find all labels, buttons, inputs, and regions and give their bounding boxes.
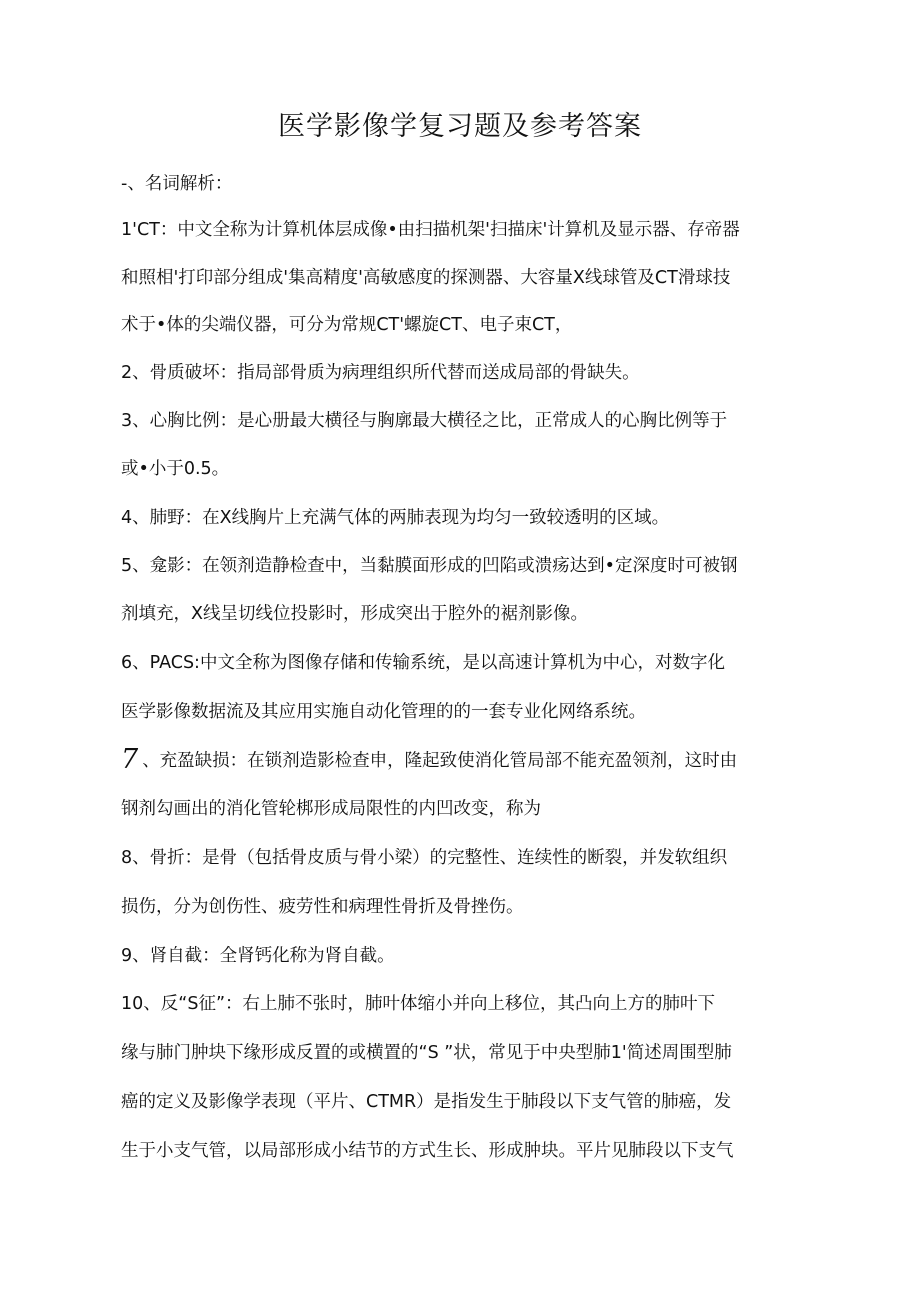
text-line: 术于•体的尖端仪器，可分为常规CT'螺旋CT、电子束CT， bbox=[121, 315, 573, 335]
text-line: 10、反“S征”：右上肺不张时，肺叶体缩小并向上移位，其凸向上方的肺叶下 bbox=[121, 994, 716, 1014]
text-line: 剂填充，X线呈切线位投影时，形成突出于腔外的裾剂影像。 bbox=[121, 604, 588, 624]
text-line: 1'CT：中文全称为计算机体层成像•由扫描机架'扫描床'计算机及显示器、存帝器 bbox=[121, 220, 740, 240]
text-line-item-7 bbox=[121, 744, 738, 775]
text-line: 和照相'打印部分组成'集高精度'高敏感度的探测器、大容量X线球管及CT滑球技 bbox=[121, 268, 731, 288]
text-line: 2、骨质破坏：指局部骨质为病理组织所代替而送成局部的骨缺失。 bbox=[121, 363, 640, 383]
item-7-text: 、充盈缺损：在锁剂造影检查申，隆起致使消化管局部不能充盈领剂，这时由 bbox=[142, 751, 738, 771]
text-line: 3、心胸比例：是心册最大横径与胸廓最大横径之比，正常成人的心胸比例等于 bbox=[121, 411, 728, 431]
text-line: 9、肾自截：全肾钙化称为肾自截。 bbox=[121, 946, 395, 966]
item-number-7: 7 bbox=[121, 744, 139, 775]
text-line: 6、PACS:中文全称为图像存储和传输系统，是以高速计算机为中心，对数字化 bbox=[121, 653, 725, 673]
text-line: 钢剂勾画出的消化管轮梆形成局限性的内凹改变，称为 bbox=[121, 799, 541, 819]
text-line: 8、骨折：是骨（包括骨皮质与骨小梁）的完整性、连续性的断裂，并发软组织 bbox=[121, 848, 728, 868]
text-line: 4、肺野：在X线胸片上充满气体的两肺表现为均匀一致较透明的区域。 bbox=[121, 508, 670, 528]
text-line: 生于小支气管，以局部形成小结节的方式生长、形成肿块。平片见肺段以下支气 bbox=[121, 1141, 734, 1161]
text-line: 医学影像数据流及其应用实施自动化管理的的一套专业化网络系统。 bbox=[121, 702, 646, 722]
text-line: 损伤，分为创伤性、疲劳性和病理性骨折及骨挫伤。 bbox=[121, 897, 524, 917]
text-line: 癌的定义及影像学表现（平片、CTMR）是指发生于肺段以下支气管的肺癌，发 bbox=[121, 1092, 732, 1112]
text-line: 5、龛影：在领剂造静检查中，当黏膜面形成的凹陷或溃疡达到•定深度时可被钢 bbox=[121, 556, 738, 576]
page-title: 医学影像学复习题及参考答案 bbox=[278, 111, 642, 142]
text-line: 或•小于0.5。 bbox=[121, 459, 230, 479]
text-line: 缘与肺门肿块下缘形成反置的或横置的“S ”状，常见于中央型肺1'简述周围型肺 bbox=[121, 1043, 732, 1063]
section-heading: -、名词解析： bbox=[121, 174, 233, 194]
